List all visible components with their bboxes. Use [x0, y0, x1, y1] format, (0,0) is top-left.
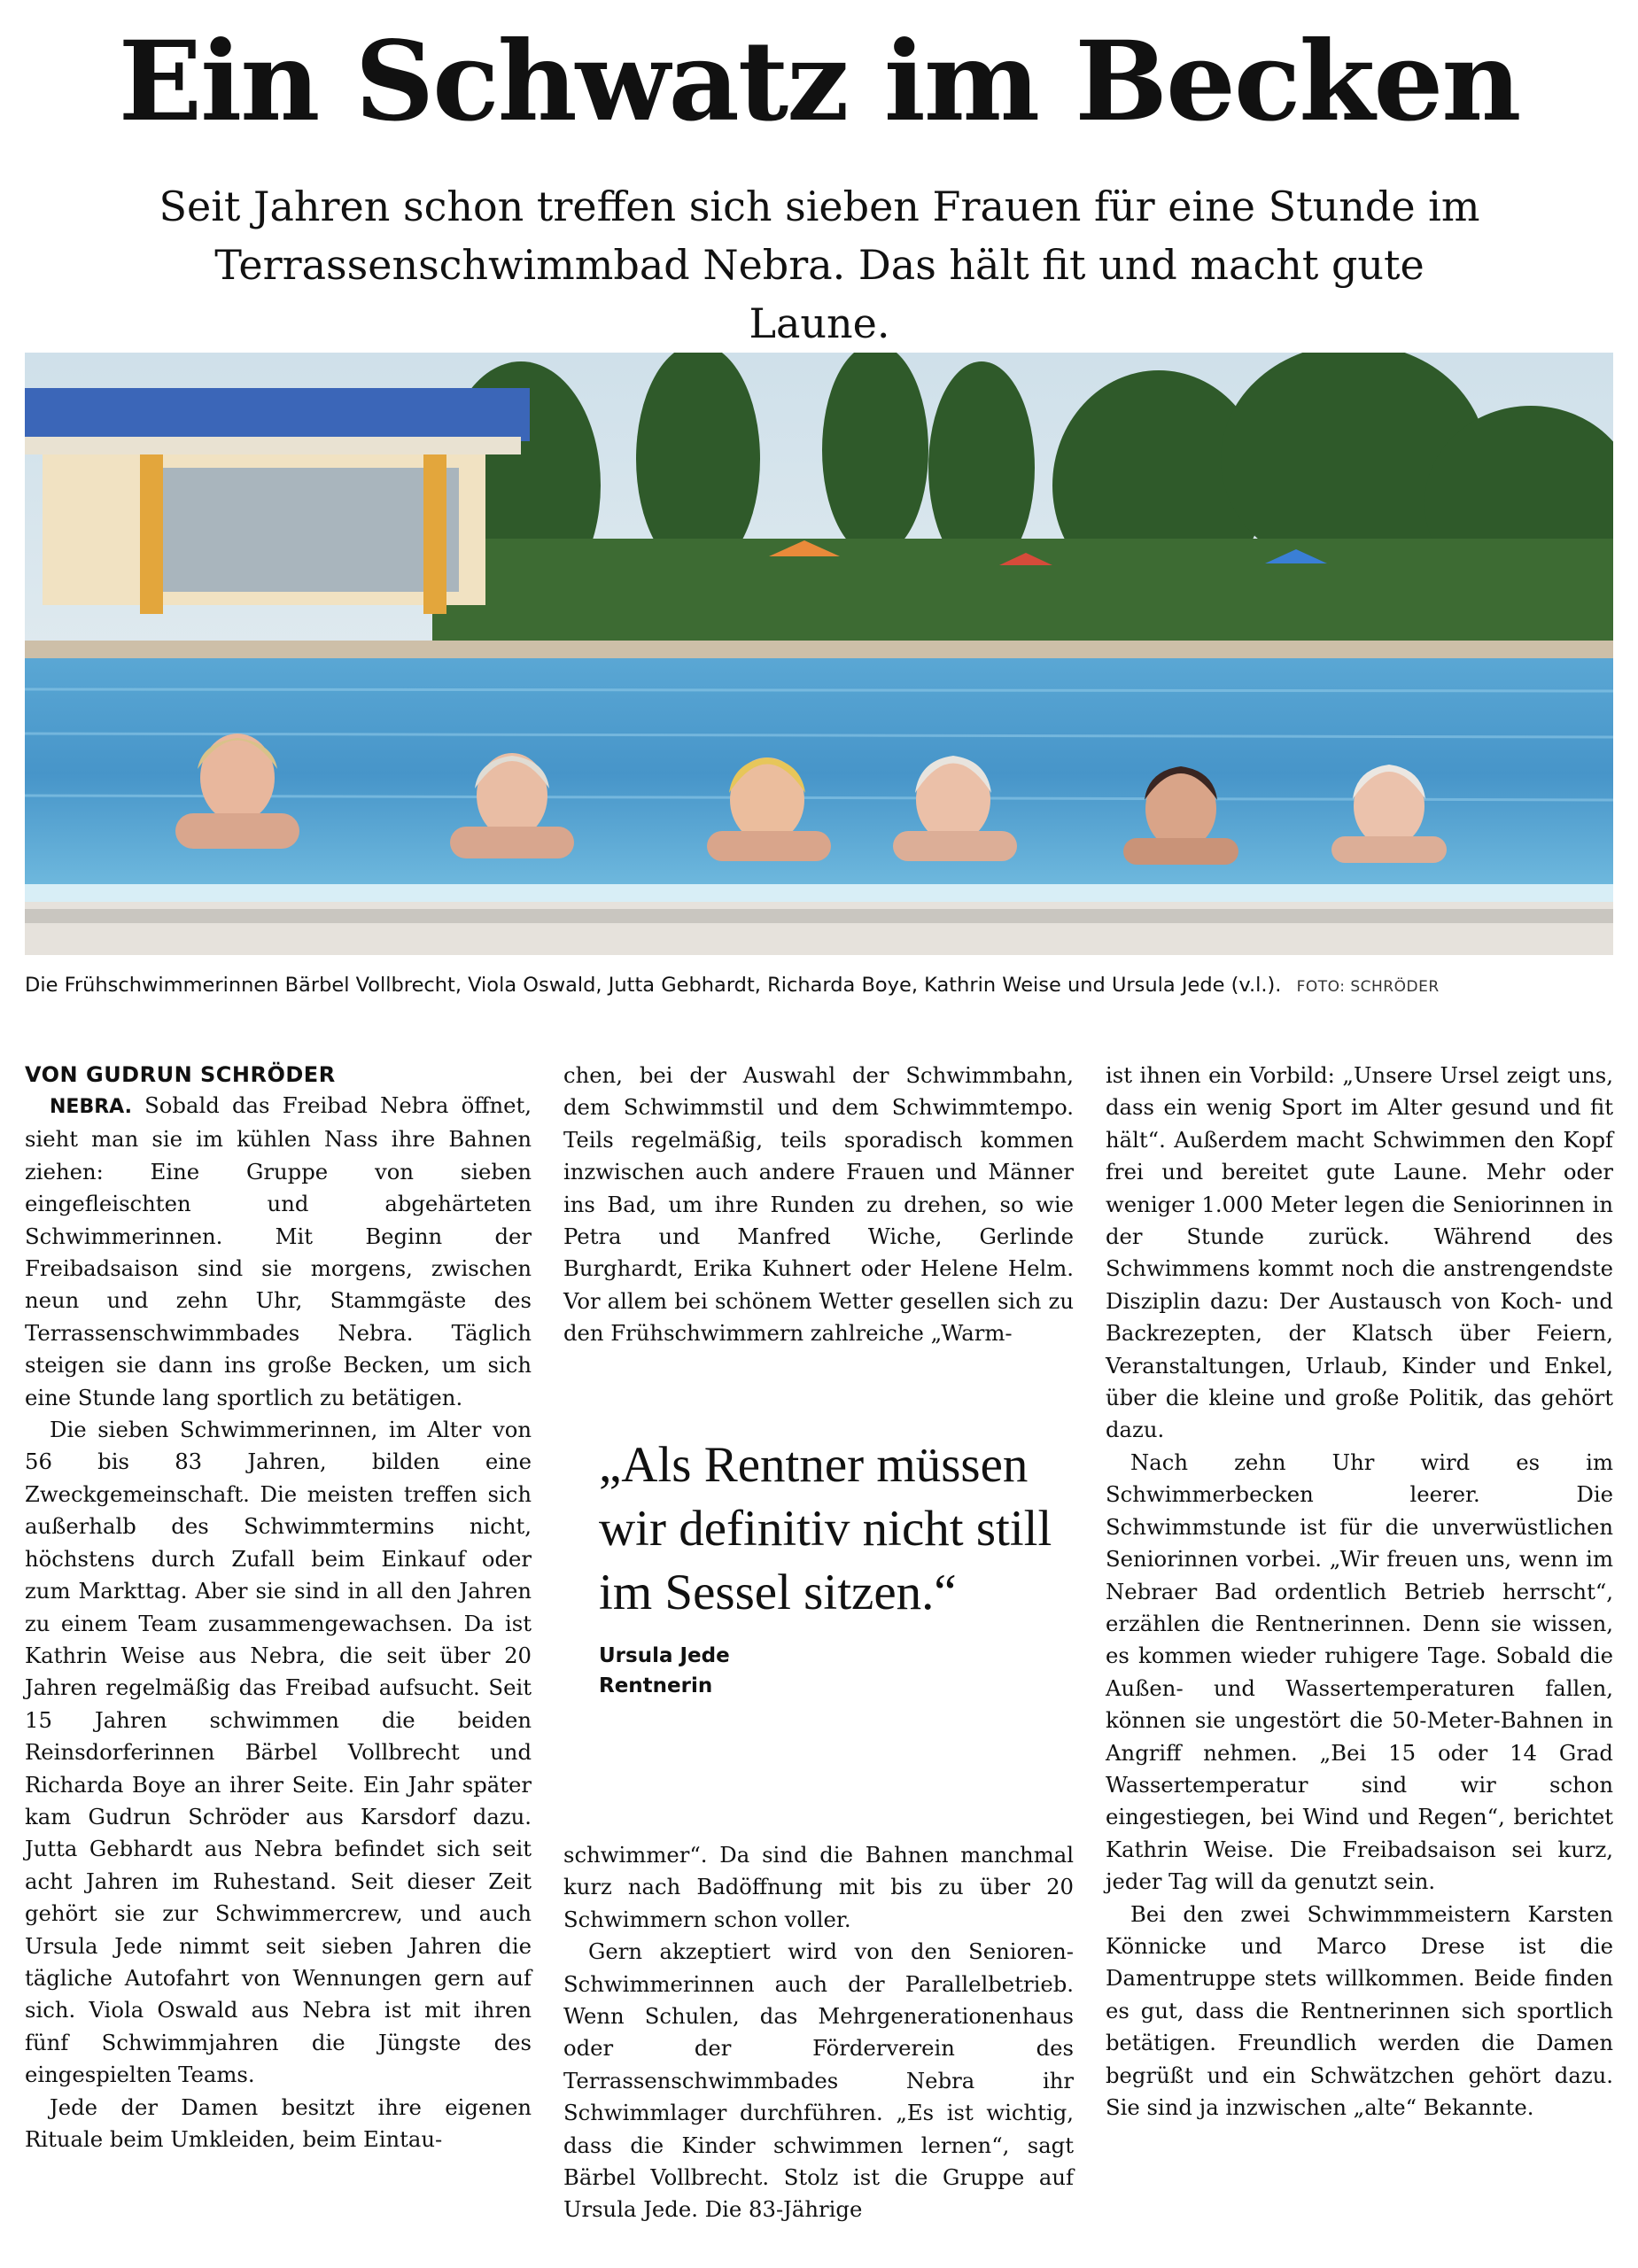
caption-text: Die Frühschwimmerinnen Bärbel Vollbrecht, Viola Oswald, Jutta Gebhardt, Richarda Boye, Kathrin Weise und Ursula Jede (v.l.). — [25, 974, 1282, 997]
photo-credit: FOTO: SCHRÖDER — [1296, 978, 1440, 996]
text-column-2-top — [563, 1060, 1074, 1350]
paragraph: chen, bei der Auswahl der Schwimmbahn, dem Schwimmstil und dem Schwimmtempo. Teils regelmäßig, teils sporadisch kommen inzwischen auch andere Frauen und Männer ins Bad, um ihre Runden zu drehen, so wie Petra und Manfred Wiche, Gerlinde Burghardt, Erika Kuhnert oder Helene Helm. Vor allem bei schönem Wetter gesellen sich zu den Frühschwimmern zahlreiche „Warm- — [563, 1062, 1074, 1347]
dateline: NEBRA. — [50, 1096, 132, 1118]
quote-author: Ursula Jede — [599, 1644, 730, 1667]
text-column-1 — [25, 1060, 532, 2155]
paragraph: Gern akzeptiert wird von den Senioren-Schwimmerinnen auch der Parallelbetrieb. Wenn Schulen, das Mehrgenerationenhaus oder der Förderverein des Terrassenschwimmbades Nebra ihr Schwimmlager durchführen. „Es ist wichtig, dass die Kinder schwimmen lernen“, sagt Bärbel Vollbrecht. Stolz ist die Gruppe auf Ursula Jede. Die 83-Jährige — [563, 1938, 1074, 2223]
paragraph: ist ihnen ein Vorbild: „Unsere Ursel zeigt uns, dass ein wenig Sport im Alter gesund und fit hält“. Außerdem macht Schwimmen den Kopf frei und bereitet gute Laune. Mehr oder weniger 1.000 Meter legen die Seniorinnen in der Stunde zurück. Während des Schwimmens kommt noch die anstrengendste Disziplin dazu: Der Austausch von Koch- und Backrezepten, der Klatsch über Feiern, Veranstaltungen, Urlaub, Kinder und Enkel, über die kleine und große Politik, das gehört dazu. — [1106, 1062, 1613, 1443]
article-photo — [25, 353, 1613, 955]
paragraph: Jede der Damen besitzt ihre eigenen Rituale beim Umkleiden, beim Eintau- — [25, 2093, 532, 2152]
paragraph-text: Sobald das Freibad Nebra öffnet, sieht man sie im kühlen Nass ihre Bahnen ziehen: Eine Gruppe von sieben eingefleischten und abgehärteten Schwimmerinnen. Mit Beginn der Freibadsaison sind sie morgens, zwischen neun und zehn Uhr, Stammgäste des Terrassenschwimmbades Nebra. Täglich steigen sie dann ins große Becken, um sich eine Stunde lang sportlich zu betätigen. — [25, 1092, 532, 1410]
pool-house — [25, 388, 530, 614]
pull-quote — [599, 1433, 1077, 1701]
paragraph — [25, 1090, 532, 1414]
quote-text: „Als Rentner müssen wir definitiv nicht still im Sessel sitzen.“ — [599, 1437, 1052, 1620]
quote-role: Rentnerin — [599, 1674, 713, 1697]
subheadline: Seit Jahren schon treffen sich sieben Frauen für eine Stunde im Terrassenschwimmbad Nebra. Das hält fit und macht gute Laune. — [159, 183, 1480, 347]
paragraph: Bei den zwei Schwimmmeistern Karsten Könnicke und Marco Drese ist die Damentruppe stets willkommen. Beide finden es gut, dass die Rentnerinnen sich sportlich betätigen. Freundlich werden die Damen begrüßt und ein Schwätzchen gehört dazu. Sie sind ja inzwischen „alte“ Bekannte. — [1106, 1900, 1613, 2120]
headline: Ein Schwatz im Becken — [118, 18, 1520, 146]
photo-caption — [25, 971, 1613, 1001]
paragraph: Nach zehn Uhr wird es im Schwimmerbecken leerer. Die Schwimmstunde ist für die unverwüstlichen Seniorinnen vorbei. „Wir freuen uns, wenn im Nebraer Bad ordentlich Betrieb herrscht“, erzählen die Rentnerinnen. Denn sie wissen, es kommen wieder ruhigere Tage. Sobald die Außen- und Wassertemperaturen fallen, können sie ungestört die 50-Meter-Bahnen in Angriff nehmen. „Bei 15 oder 14 Grad Wassertemperatur sind wir schon eingestiegen, bei Wind und Regen“, berichtet Kathrin Weise. Die Freibadsaison sei kurz, jeder Tag will da genutzt sein. — [1106, 1449, 1613, 1895]
byline: VON GUDRUN SCHRÖDER — [25, 1062, 336, 1087]
text-column-3 — [1106, 1060, 1613, 2124]
text-column-2-bottom — [563, 1839, 1074, 2226]
paragraph: Die sieben Schwimmerinnen, im Alter von 56 bis 83 Jahren, bilden eine Zweckgemeinschaft. Die meisten treffen sich außerhalb des Schwimmtermins nicht, höchstens durch Zufall beim Einkauf oder zum Markttag. Aber sie sind in all den Jahren zu einem Team zusammengewachsen. Da ist Kathrin Weise aus Nebra, die seit über 20 Jahren regelmäßig das Freibad aufsucht. Seit 15 Jahren schwimmen die beiden Reinsdorferinnen Bärbel Vollbrecht und Richarda Boye an ihrer Seite. Ein Jahr später kam Gudrun Schröder aus Karsdorf dazu. Jutta Gebhardt aus Nebra befindet sich seit acht Jahren im Ruhestand. Seit dieser Zeit gehört sie zur Schwimmercrew, und auch Ursula Jede nimmt seit sieben Jahren die tägliche Autofahrt von Wennungen gern auf sich. Viola Oswald aus Nebra ist mit ihren fünf Schwimmjahren die Jüngste des eingespielten Teams. — [25, 1417, 532, 2088]
paragraph: schwimmer“. Da sind die Bahnen manchmal kurz nach Badöffnung mit bis zu über 20 Schwimmern schon voller. — [563, 1842, 1074, 1932]
